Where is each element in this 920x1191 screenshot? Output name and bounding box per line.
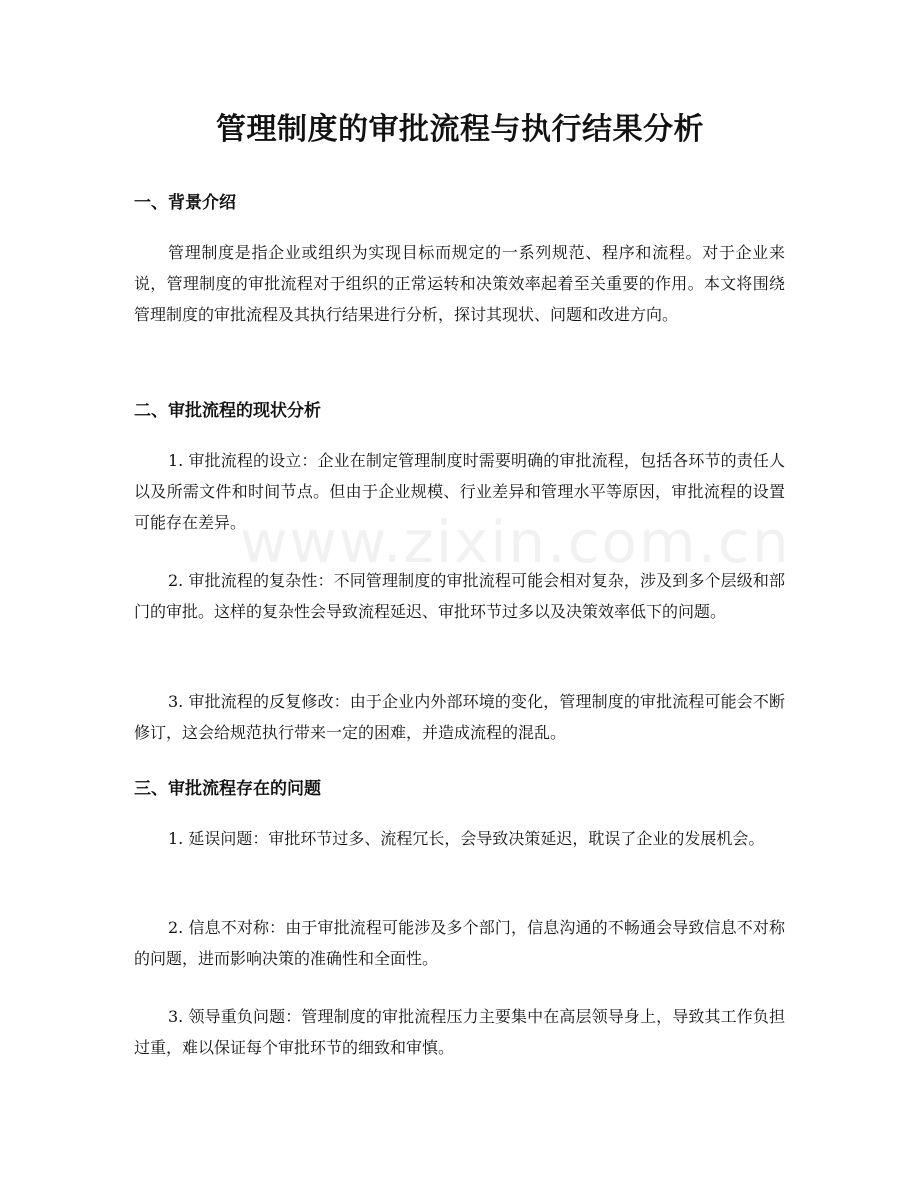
paragraph-status-3: 3. 审批流程的反复修改：由于企业内外部环境的变化，管理制度的审批流程可能会不断修订，这会给规范执行带来一定的困难，并造成流程的混乱。 (134, 692, 785, 742)
page-title: 管理制度的审批流程与执行结果分析 (216, 112, 704, 147)
section-heading-status: 二、审批流程的现状分析 (134, 401, 321, 421)
section-heading-background: 一、背景介绍 (134, 193, 236, 213)
paragraph-background-1: 管理制度是指企业或组织为实现目标而规定的一系列规范、程序和流程。对于企业来说，管理制度的审批流程对于组织的正常运转和决策效率起着至关重要的作用。本文将围绕管理制度的审批流程及其执行结果进行分析，探讨其现状、问题和改进方向。 (134, 243, 785, 324)
paragraph-problems-1: 1. 延误问题：审批环节过多、流程冗长，会导致决策延迟，耽误了企业的发展机会。 (168, 829, 765, 848)
paragraph-problems-2: 2. 信息不对称：由于审批流程可能涉及多个部门，信息沟通的不畅通会导致信息不对称的问题，进而影响决策的准确性和全面性。 (134, 918, 785, 968)
paragraph-status-2: 2. 审批流程的复杂性：不同管理制度的审批流程可能会相对复杂，涉及到多个层级和部门的审批。这样的复杂性会导致流程延迟、审批环节过多以及决策效率低下的问题。 (134, 571, 785, 621)
section-heading-problems: 三、审批流程存在的问题 (134, 779, 321, 799)
watermark: www.zixin.com.cn (240, 508, 791, 576)
paragraph-status-1: 1. 审批流程的设立：企业在制定管理制度时需要明确的审批流程，包括各环节的责任人以及所需文件和时间节点。但由于企业规模、行业差异和管理水平等原因，审批流程的设置可能存在差异。 (134, 451, 785, 532)
paragraph-problems-3: 3. 领导重负问题：管理制度的审批流程压力主要集中在高层领导身上，导致其工作负担过重，难以保证每个审批环节的细致和审慎。 (134, 1007, 785, 1057)
